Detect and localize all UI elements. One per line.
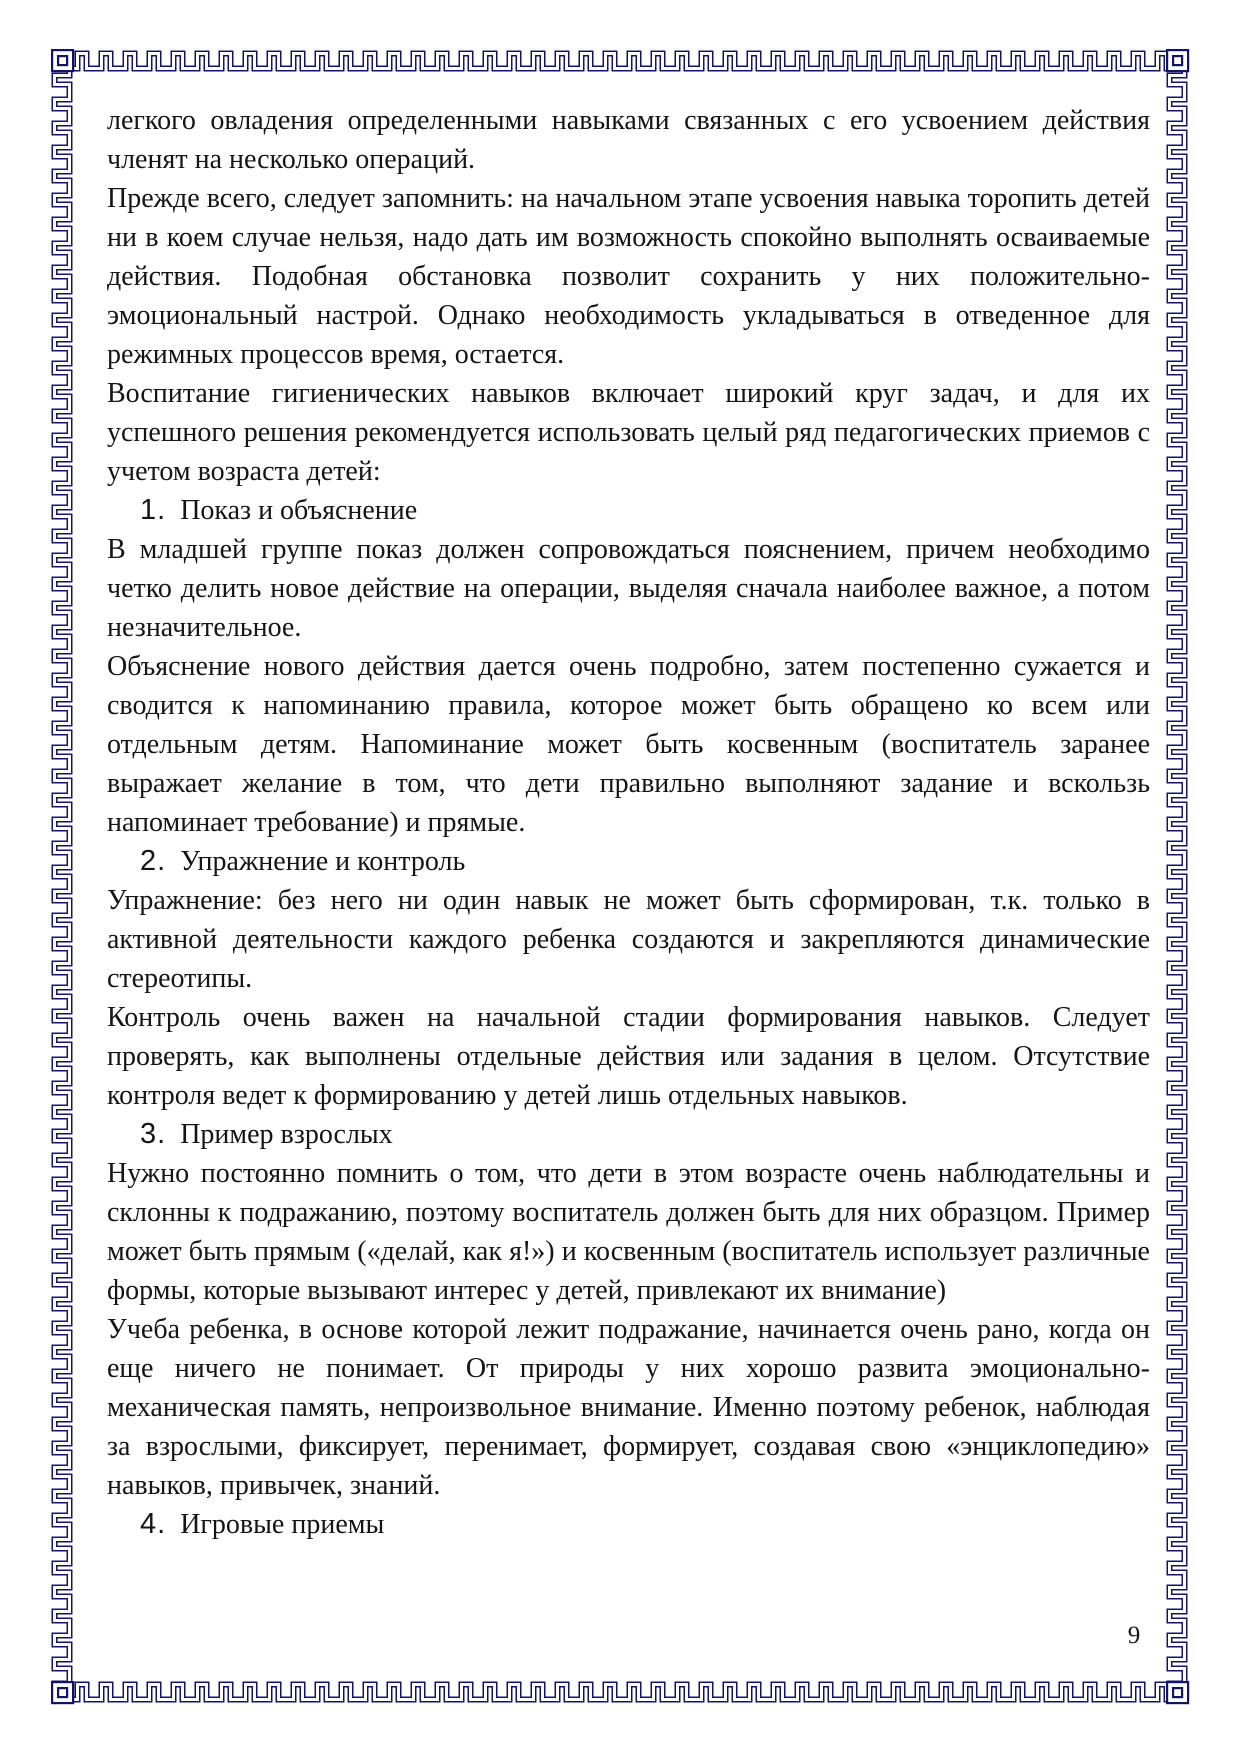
page-number: 9 [1127, 1622, 1141, 1649]
document-text [107, 101, 1150, 1544]
border-edge-left [51, 71, 73, 1681]
paragraph: легкого овладения определенными навыками связанных с его усвоением действия членят на несколько операций. [107, 105, 1150, 175]
border-corner-bottom-right [1167, 1682, 1188, 1703]
border-edge-top [73, 50, 1166, 72]
list-item [107, 842, 1150, 881]
border-edge-right [1166, 71, 1188, 1681]
paragraph: Объяснение нового действия дается очень подробно, затем постепенно сужается и сводится к напоминанию правила, которое может быть обращено ко всем или отдельным детям. Напоминание может быть косвенным (воспитатель заранее выражает желание в том, что дети правильно выполняют задание и вскользь напоминает требование) и прямые. [107, 651, 1150, 838]
paragraph: В младшей группе показ должен сопровождаться пояснением, причем необходимо четко делить новое действие на операции, выделяя сначала наиболее важное, а потом незначительное. [107, 534, 1150, 643]
border-corner-top-right [1167, 50, 1188, 71]
list-item [107, 491, 1150, 530]
paragraph: Прежде всего, следует запомнить: на начальном этапе усвоения навыка торопить детей ни в коем случае нельзя, надо дать им возможность спокойно выполнять осваиваемые действия. Подобная обстановка позволит сохранить у них положительно-эмоциональный настрой. Однако необходимость укладываться в отведенное для режимных процессов время, остается. [107, 183, 1150, 370]
list-item-number: 1. [140, 494, 167, 526]
paragraph: Упражнение: без него ни один навык не может быть сформирован, т.к. только в активной деятельности каждого ребенка создаются и закрепляются динамические стереотипы. [107, 885, 1150, 994]
border-corner-bottom-left [52, 1682, 73, 1703]
border-edge-bottom [73, 1681, 1166, 1703]
paragraph: Нужно постоянно помнить о том, что дети в этом возрасте очень наблюдательны и склонны к подражанию, поэтому воспитатель должен быть для них образцом. Пример может быть прямым («делай, как я!») и косвенным (воспитатель использует различные формы, которые вызывают интерес у детей, привлекают их внимание) [107, 1158, 1150, 1306]
list-item-label: Показ и объяснение [180, 495, 418, 526]
paragraph: Контроль очень важен на начальной стадии формирования навыков. Следует проверять, как выполнены отдельные действия или задания в целом. Отсутствие контроля ведет к формированию у детей лишь отдельных навыков. [107, 1002, 1150, 1111]
paragraph: Воспитание гигиенических навыков включает широкий круг задач, и для их успешного решения рекомендуется использовать целый ряд педагогических приемов с учетом возраста детей: [107, 378, 1150, 487]
list-item-label: Упражнение и контроль [180, 846, 466, 877]
list-item-label: Игровые приемы [180, 1509, 385, 1540]
list-item-number: 2. [140, 845, 167, 877]
list-item [107, 1505, 1150, 1544]
paragraph: Учеба ребенка, в основе которой лежит подражание, начинается очень рано, когда он еще ничего не понимает. От природы у них хорошо развита эмоционально-механическая память, непроизвольное внимание. Именно поэтому ребенок, наблюдая за взрослыми, фиксирует, перенимает, формирует, создавая свою «энциклопедию» навыков, привычек, знаний. [107, 1314, 1150, 1501]
list-item-number: 3. [140, 1118, 167, 1150]
list-item-number: 4. [140, 1508, 167, 1540]
list-item [107, 1115, 1150, 1154]
border-corner-top-left [52, 50, 73, 71]
list-item-label: Пример взрослых [180, 1119, 393, 1150]
